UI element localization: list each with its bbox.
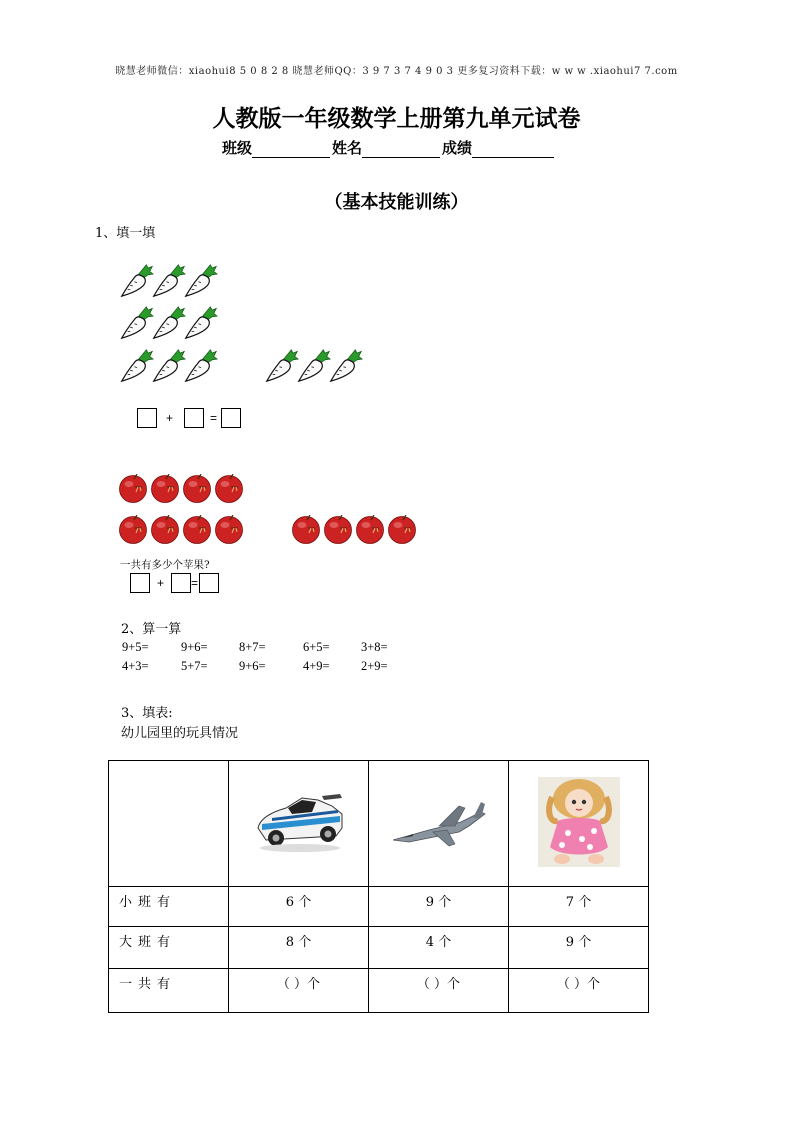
name-label: 姓名	[332, 139, 363, 157]
radish-row-icon	[265, 348, 370, 384]
answer-box[interactable]	[171, 573, 191, 593]
apple-grid-icon	[118, 474, 248, 549]
table-corner-cell	[109, 761, 229, 887]
equals-sign: =	[210, 411, 218, 425]
calc-item: 9+6=	[181, 640, 208, 654]
calc-item: 5+7=	[181, 659, 208, 673]
calc-item: 4+9=	[303, 659, 330, 673]
answer-box[interactable]	[221, 408, 241, 428]
toy-table	[108, 760, 649, 1013]
table-row	[109, 969, 649, 1013]
score-field[interactable]	[472, 140, 554, 158]
table-cell: 8 个	[229, 927, 369, 969]
toy-plane-cell	[369, 761, 509, 887]
answer-cell[interactable]: （ ）个	[369, 969, 509, 1013]
class-field[interactable]	[252, 140, 330, 158]
student-info	[222, 137, 556, 158]
apple-question: 一共有多少个苹果?	[120, 559, 210, 571]
plus-sign: +	[166, 411, 174, 425]
question-3-label: 3、填表:	[121, 706, 173, 721]
calc-item: 8+7=	[239, 640, 266, 654]
table-cell: 6 个	[229, 887, 369, 927]
row-label: 大班有	[109, 927, 229, 969]
calc-item: 6+5=	[303, 640, 330, 654]
row-label: 一共有	[109, 969, 229, 1013]
table-cell: 9 个	[509, 927, 649, 969]
plus-sign: +	[157, 576, 165, 590]
apple-group-right	[291, 515, 421, 551]
name-field[interactable]	[362, 140, 440, 158]
calc-item: 3+8=	[361, 640, 388, 654]
apple-row-icon	[291, 515, 421, 547]
page-header: 晓慧老师微信：xiaohui8 5 0 8 2 8 晓慧老师QQ：3 9 7 3 7 4 9 0 3 更多复习资料下载：w w w .xiaohui7 7.com	[115, 66, 678, 77]
radish-group-right	[265, 348, 370, 388]
answer-box[interactable]	[137, 408, 157, 428]
toy-doll-cell	[509, 761, 649, 887]
apple-equation	[130, 573, 219, 593]
table-cell: 9 个	[369, 887, 509, 927]
table-cell: 4 个	[369, 927, 509, 969]
radish-grid-icon	[120, 263, 225, 388]
table-header-row	[109, 761, 649, 887]
calc-row-2	[122, 659, 411, 674]
doll-icon	[538, 777, 620, 867]
answer-box[interactable]	[130, 573, 150, 593]
answer-box[interactable]	[184, 408, 204, 428]
table-caption: 幼儿园里的玩具情况	[121, 726, 239, 741]
radish-group-left	[120, 263, 225, 392]
calc-item: 4+3=	[122, 659, 149, 673]
race-car-icon	[252, 788, 346, 856]
class-label: 班级	[222, 139, 253, 157]
radish-equation	[137, 408, 241, 428]
question-1-label: 1、填一填	[95, 226, 156, 241]
fighter-jet-icon	[389, 792, 489, 852]
row-label: 小班有	[109, 887, 229, 927]
table-row	[109, 887, 649, 927]
calc-item: 9+6=	[239, 659, 266, 673]
answer-box[interactable]	[199, 573, 219, 593]
calc-item: 2+9=	[361, 659, 388, 673]
answer-cell[interactable]: （ ）个	[509, 969, 649, 1013]
toy-car-cell	[229, 761, 369, 887]
table-cell: 7 个	[509, 887, 649, 927]
answer-cell[interactable]: （ ）个	[229, 969, 369, 1013]
apple-group-left	[118, 474, 248, 553]
table-row	[109, 927, 649, 969]
question-2-label: 2、算一算	[121, 622, 182, 637]
score-label: 成绩	[442, 139, 473, 157]
page-title: 人教版一年级数学上册第九单元试卷	[212, 106, 581, 132]
section-subtitle: （基本技能训练）	[324, 192, 469, 213]
equals-sign: =	[191, 576, 199, 590]
calc-item: 9+5=	[122, 640, 149, 654]
calc-row-1	[122, 640, 411, 655]
